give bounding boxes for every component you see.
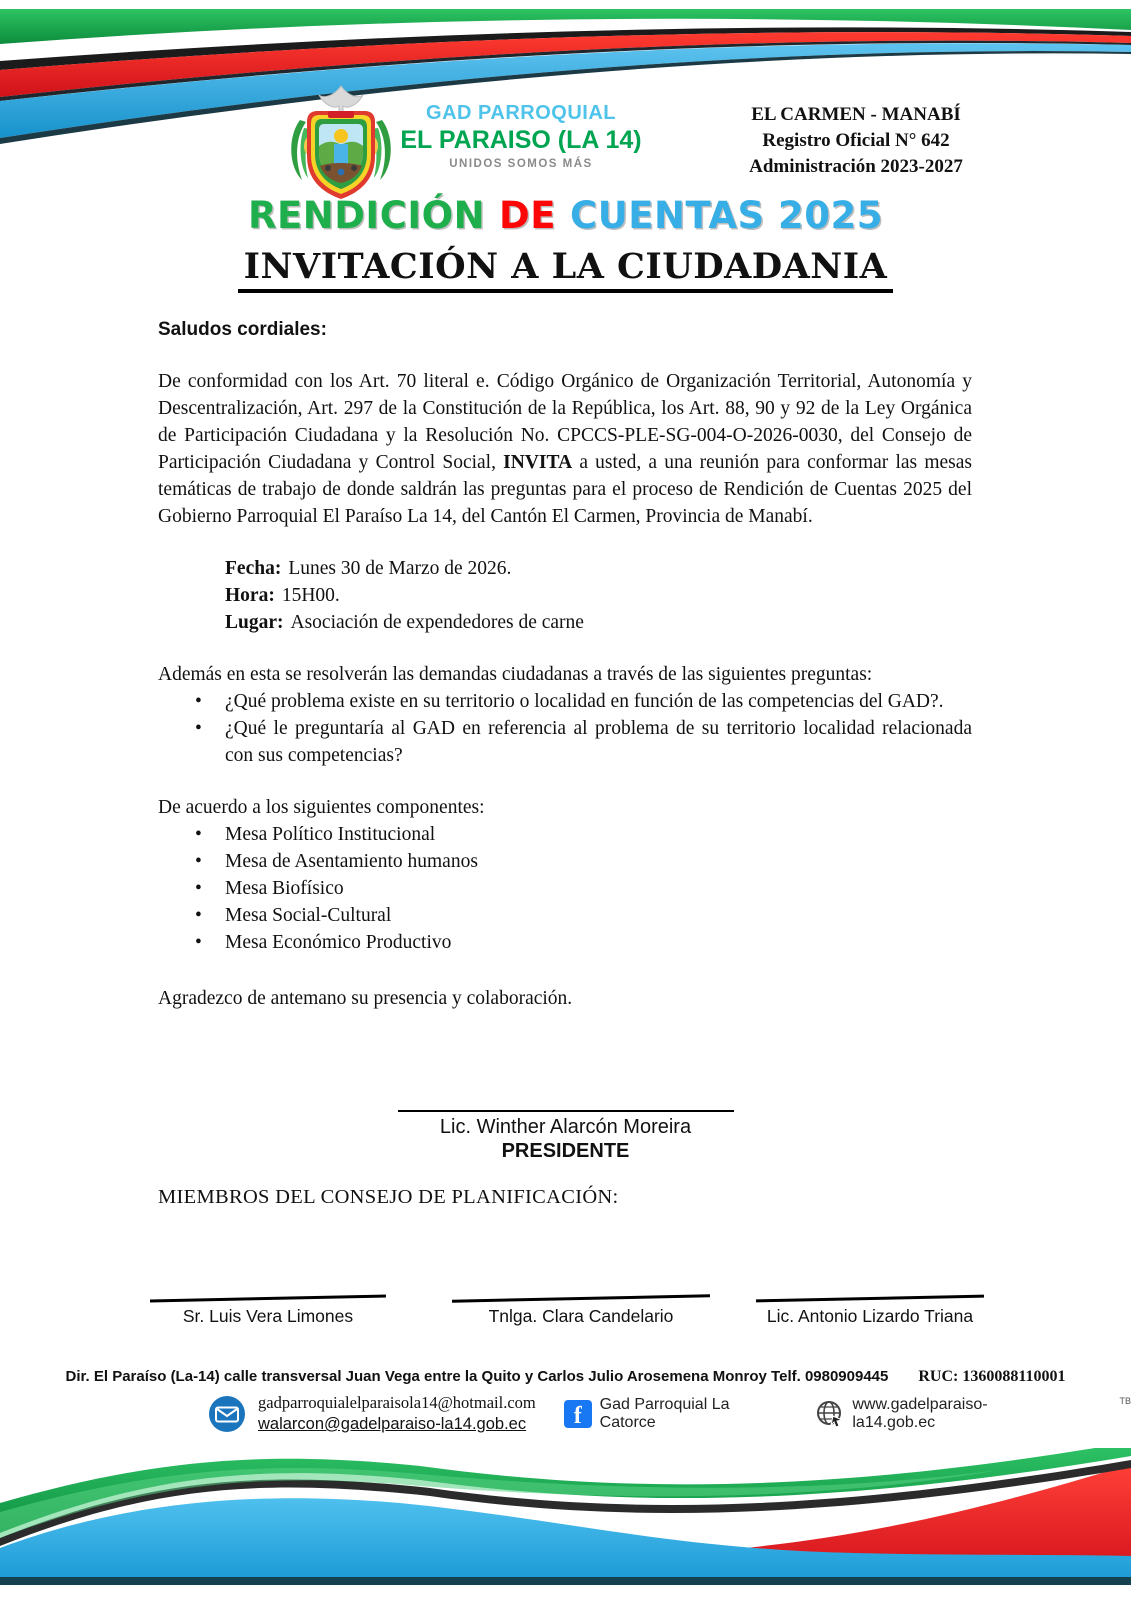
- event-place-row: [225, 609, 972, 636]
- title-word-rendicion: RENDICIÓN: [247, 194, 486, 237]
- component-item: [195, 875, 972, 902]
- date-value: Lunes 30 de Marzo de 2026.: [288, 558, 512, 579]
- question-text: ¿Qué problema existe en su territorio o localidad en función de las competencias del GAD?.: [225, 691, 944, 712]
- globe-icon: [815, 1399, 845, 1429]
- council-member-block: [756, 1297, 984, 1327]
- question-item: [195, 715, 972, 769]
- header-administration: Administración 2023-2027: [749, 156, 963, 178]
- facebook-icon: [564, 1400, 592, 1428]
- component-text: Mesa Político Institucional: [225, 824, 436, 845]
- council-heading: MIEMBROS DEL CONSEJO DE PLANIFICACIÓN:: [158, 1186, 619, 1208]
- bullet-icon: •: [195, 932, 202, 953]
- facebook-page-name[interactable]: Gad Parroquial La Catorce: [599, 1395, 730, 1431]
- council-member-name: Sr. Luis Vera Limones: [182, 1306, 354, 1326]
- signature-line: [452, 1294, 710, 1302]
- component-text: Mesa de Asentamiento humanos: [225, 851, 478, 872]
- bottom-swoosh-svg: [0, 1448, 1131, 1600]
- event-date-row: [225, 555, 972, 582]
- mail-icon: [208, 1395, 246, 1433]
- component-text: Mesa Social-Cultural: [225, 905, 392, 926]
- signature-line: [150, 1295, 386, 1303]
- bullet-icon: •: [195, 691, 202, 712]
- title-word-de: DE: [499, 194, 557, 237]
- questions-intro: Además en esta se resolverán las demandas ciudadanas a través de las siguientes preguntas:: [158, 664, 873, 685]
- signature-line: [756, 1295, 984, 1303]
- time-value: 15H00.: [281, 585, 340, 606]
- footer-contact-line: [208, 1392, 1131, 1436]
- header-right-block: [726, 102, 986, 181]
- paragraph-legal-part1: De conformidad con los Art. 70 literal e. Código Orgánico de Organización Territorial, Autonomía y Descentralización, Art. 297 de la Constitución de la República, los Art. 88, 90 y 92 de la Ley Orgánica de Participación Ciudadana y la Resolución No. CPCCS-PLE-SG-004-O-2026-0030, del Consejo de Participación Ciudadana y Control Social,: [158, 371, 972, 473]
- event-details: [225, 555, 972, 636]
- email-secondary[interactable]: walarcon@gadelparaiso-la14.gob.ec: [258, 1414, 527, 1433]
- facebook-glyph: f: [573, 1402, 582, 1428]
- header-registry: Registro Oficial N° 642: [762, 130, 950, 152]
- president-signature-block: [0, 1110, 1131, 1163]
- question-text: ¿Qué le preguntaría al GAD en referencia al problema de su territorio localidad relacionada con sus competencias?: [225, 718, 972, 766]
- component-item: [195, 821, 972, 848]
- bottom-swoosh-decoration: [0, 1448, 1131, 1600]
- president-role: PRESIDENTE: [501, 1140, 630, 1162]
- bullet-icon: •: [195, 878, 202, 899]
- main-title: [0, 194, 1131, 237]
- institution-logo: [284, 84, 398, 206]
- tb-badge: TB: [1119, 1396, 1131, 1406]
- component-text: Mesa Económico Productivo: [225, 932, 452, 953]
- council-member-name: Lic. Antonio Lizardo Triana: [766, 1306, 974, 1326]
- org-title-block: [396, 102, 646, 170]
- council-member-name: Tnlga. Clara Candelario: [488, 1306, 674, 1326]
- question-item: [195, 688, 972, 715]
- council-member-block: [452, 1297, 710, 1327]
- components-intro: De acuerdo a los siguientes componentes:: [158, 797, 485, 818]
- org-name-label: EL PARAISO (LA 14): [400, 126, 642, 154]
- place-label: Lugar:: [225, 612, 284, 633]
- header-location: EL CARMEN - MANABÍ: [751, 104, 961, 125]
- component-text: Mesa Biofísico: [225, 878, 344, 899]
- event-time-row: [225, 582, 972, 609]
- signature-line: [398, 1110, 734, 1112]
- closing-text: Agradezco de antemano su presencia y colaboración.: [158, 988, 573, 1009]
- president-name: Lic. Winther Alarcón Moreira: [439, 1116, 692, 1138]
- title-word-cuentas: CUENTAS 2025: [570, 194, 883, 237]
- website-url[interactable]: www.gadelparaiso-la14.gob.ec: [852, 1395, 988, 1431]
- invita-emphasis: INVITA: [503, 452, 573, 473]
- org-motto-label: UNIDOS SOMOS MÁS: [449, 158, 593, 170]
- bullet-icon: •: [195, 851, 202, 872]
- council-member-block: [150, 1297, 386, 1327]
- time-label: Hora:: [225, 585, 275, 606]
- component-item: [195, 929, 972, 956]
- greeting-text: Saludos cordiales:: [158, 319, 327, 340]
- website-block: [815, 1396, 1069, 1432]
- email-primary[interactable]: gadparroquialelparaisola14@hotmail.com: [258, 1393, 536, 1412]
- bullet-icon: •: [195, 905, 202, 926]
- org-type-label: GAD PARROQUIAL: [426, 102, 616, 124]
- footer-address-line: [0, 1368, 1131, 1386]
- email-block: [258, 1392, 536, 1436]
- subtitle-wrap: [0, 246, 1131, 293]
- place-value: Asociación de expendedores de carne: [290, 612, 584, 633]
- letter-body: [158, 316, 972, 1012]
- paragraph-legal: [158, 368, 972, 530]
- date-label: Fecha:: [225, 558, 282, 579]
- invitation-subtitle: INVITACIÓN A LA CIUDADANIA: [238, 246, 894, 293]
- footer-address: Dir. El Paraíso (La-14) calle transversal Juan Vega entre la Quito y Carlos Julio Arosemena Monroy Telf. 0980909445: [65, 1368, 889, 1385]
- bullet-icon: •: [195, 718, 202, 739]
- bullet-icon: •: [195, 824, 202, 845]
- component-item: [195, 848, 972, 875]
- component-item: [195, 902, 972, 929]
- paragraph-legal-part2: a usted, a una reunión para conformar las mesas temáticas de trabajo de donde saldrán las preguntas para el proceso de Rendición de Cuentas 2025 del Gobierno Parroquial El Paraíso La 14, del Cantón El Carmen, Provincia de Manabí.: [158, 452, 972, 527]
- facebook-block: [564, 1396, 790, 1432]
- coat-of-arms-icon: [284, 84, 398, 206]
- footer-ruc: RUC: 1360088110001: [918, 1368, 1066, 1385]
